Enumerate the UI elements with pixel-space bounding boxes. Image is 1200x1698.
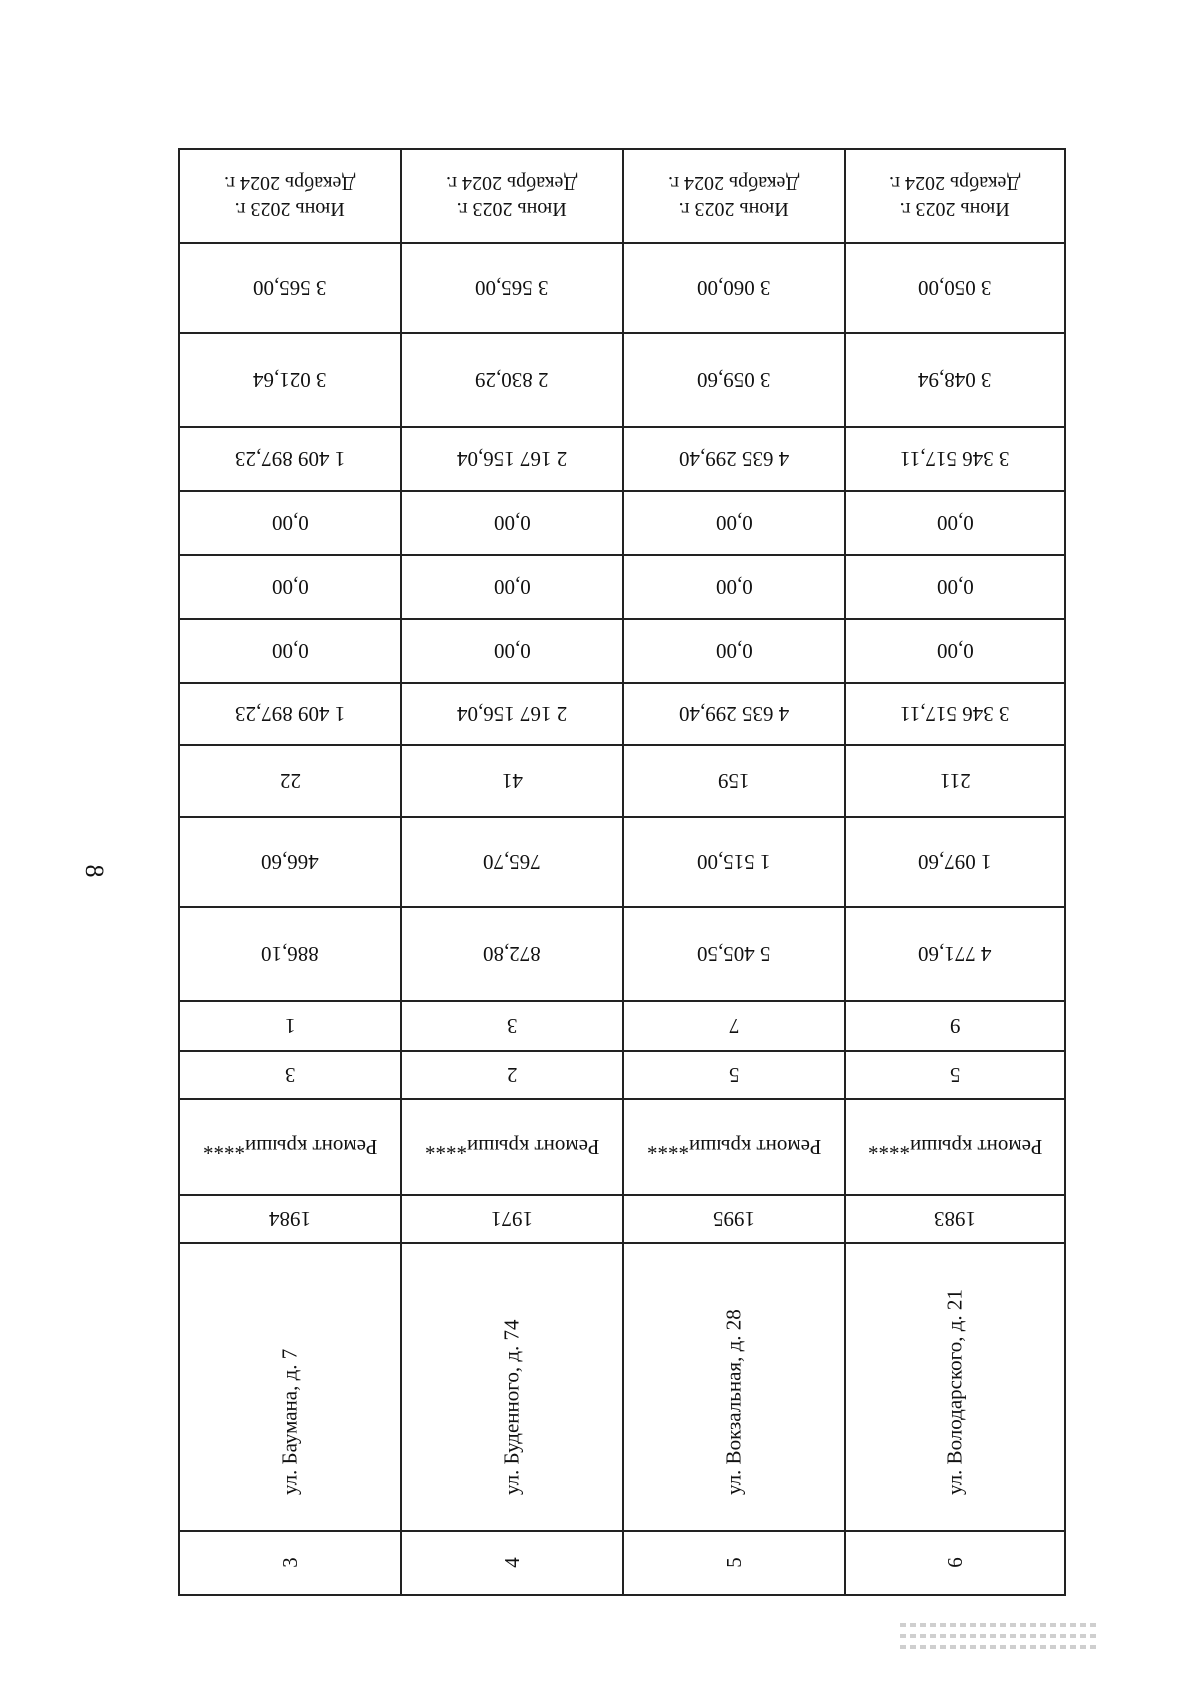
cell-c5 [624, 1052, 844, 1100]
value-year: 1983 [934, 1207, 976, 1231]
address-text: ул. Буденного, д. 74 [499, 1319, 524, 1495]
cell-year [180, 1196, 400, 1244]
cell-cost [180, 684, 400, 746]
cell-cost [402, 684, 622, 746]
cell-area2 [624, 818, 844, 908]
value-cost: 2 167 156,04 [456, 702, 568, 726]
value-residents: 159 [718, 769, 750, 793]
row-number: 6 [942, 1556, 967, 1568]
address-text: ул. Вокзальная, д. 28 [721, 1309, 746, 1495]
cell-c5 [846, 1052, 1064, 1100]
cell-c6 [180, 1002, 400, 1052]
cell-z2 [402, 556, 622, 620]
cell-num [624, 1532, 844, 1592]
value-z3: 0,00 [271, 639, 309, 663]
cell-num [180, 1532, 400, 1592]
value-total: 4 635 299,40 [678, 447, 790, 471]
value-area1: 886,10 [261, 942, 319, 966]
cell-total [180, 428, 400, 492]
value-work: Ремонт крыши**** [867, 1135, 1043, 1159]
value-cost: 1 409 897,23 [234, 702, 346, 726]
cell-area1 [624, 908, 844, 1002]
value-unit_cost: 3 021,64 [253, 368, 327, 392]
row-number: 5 [721, 1556, 746, 1568]
row-number: 4 [499, 1556, 524, 1568]
cell-unit_cost [846, 334, 1064, 428]
cell-period [624, 150, 844, 244]
cell-residents [180, 746, 400, 818]
value-area2: 466,60 [261, 850, 319, 874]
value-total: 2 167 156,04 [456, 447, 568, 471]
period-end: Декабрь 2024 г. [889, 172, 1021, 194]
value-total: 3 346 517,11 [900, 447, 1010, 471]
cell-z3 [846, 620, 1064, 684]
cell-num [402, 1532, 622, 1592]
cell-c5 [402, 1052, 622, 1100]
table-row [402, 150, 624, 1594]
repair-table [178, 148, 1066, 1596]
cell-address [180, 1244, 400, 1532]
value-c6: 9 [949, 1014, 961, 1038]
cell-year [402, 1196, 622, 1244]
cell-work [624, 1100, 844, 1196]
value-z3: 0,00 [715, 639, 753, 663]
value-area2: 1 515,00 [697, 850, 771, 874]
cell-year [624, 1196, 844, 1244]
value-year: 1984 [269, 1207, 311, 1231]
cell-c6 [624, 1002, 844, 1052]
address-text: ул. Баумана, д. 7 [277, 1348, 302, 1495]
value-z2: 0,00 [271, 575, 309, 599]
cell-area1 [846, 908, 1064, 1002]
value-unit_cost: 3 048,94 [918, 368, 992, 392]
period-start: Июнь 2023 г. [678, 198, 790, 220]
cell-total [402, 428, 622, 492]
cell-c6 [846, 1002, 1064, 1052]
cell-total [624, 428, 844, 492]
cell-area2 [846, 818, 1064, 908]
cell-unit_cost [624, 334, 844, 428]
cell-area1 [402, 908, 622, 1002]
value-limit: 3 060,00 [697, 276, 771, 300]
cell-z1 [180, 492, 400, 556]
value-work: Ремонт крыши**** [424, 1135, 600, 1159]
value-z2: 0,00 [715, 575, 753, 599]
cell-total [846, 428, 1064, 492]
value-c6: 7 [728, 1014, 740, 1038]
cell-z3 [402, 620, 622, 684]
cell-z1 [624, 492, 844, 556]
value-z1: 0,00 [271, 511, 309, 535]
value-area2: 1 097,60 [918, 850, 992, 874]
period-end: Декабрь 2024 г. [446, 172, 578, 194]
period-start: Июнь 2023 г. [899, 198, 1011, 220]
value-year: 1971 [491, 1207, 533, 1231]
cell-limit [846, 244, 1064, 334]
value-c6: 3 [506, 1014, 518, 1038]
value-c5: 5 [728, 1063, 740, 1087]
value-z3: 0,00 [493, 639, 531, 663]
cell-c5 [180, 1052, 400, 1100]
document-stamp [900, 1616, 1098, 1668]
cell-unit_cost [402, 334, 622, 428]
cell-area2 [402, 818, 622, 908]
value-z1: 0,00 [493, 511, 531, 535]
value-area1: 4 771,60 [918, 942, 992, 966]
table-row [180, 150, 402, 1594]
cell-z2 [180, 556, 400, 620]
value-z2: 0,00 [493, 575, 531, 599]
cell-c6 [402, 1002, 622, 1052]
value-c5: 2 [506, 1063, 518, 1087]
cell-work [180, 1100, 400, 1196]
cell-z2 [846, 556, 1064, 620]
cell-period [180, 150, 400, 244]
value-area1: 872,80 [483, 942, 541, 966]
value-z1: 0,00 [936, 511, 974, 535]
cell-limit [402, 244, 622, 334]
cell-z3 [624, 620, 844, 684]
period-start: Июнь 2023 г. [234, 198, 346, 220]
cell-address [846, 1244, 1064, 1532]
address-text: ул. Володарского, д. 21 [942, 1289, 967, 1495]
cell-z1 [846, 492, 1064, 556]
value-residents: 41 [501, 769, 523, 793]
value-c5: 5 [949, 1063, 961, 1087]
value-total: 1 409 897,23 [234, 447, 346, 471]
value-limit: 3 565,00 [475, 276, 549, 300]
cell-limit [624, 244, 844, 334]
row-number: 3 [277, 1556, 302, 1568]
value-area2: 765,70 [483, 850, 541, 874]
value-work: Ремонт крыши**** [202, 1135, 378, 1159]
value-residents: 22 [279, 769, 301, 793]
value-unit_cost: 2 830,29 [475, 368, 549, 392]
cell-num [846, 1532, 1064, 1592]
period-end: Декабрь 2024 г. [224, 172, 356, 194]
page-number: 8 [80, 864, 109, 878]
value-z1: 0,00 [715, 511, 753, 535]
cell-address [624, 1244, 844, 1532]
cell-year [846, 1196, 1064, 1244]
value-c5: 3 [284, 1063, 296, 1087]
value-work: Ремонт крыши**** [646, 1135, 822, 1159]
value-cost: 3 346 517,11 [900, 702, 1010, 726]
cell-unit_cost [180, 334, 400, 428]
value-cost: 4 635 299,40 [678, 702, 790, 726]
value-area1: 5 405,50 [697, 942, 771, 966]
cell-address [402, 1244, 622, 1532]
cell-area2 [180, 818, 400, 908]
value-c6: 1 [284, 1014, 296, 1038]
cell-work [846, 1100, 1064, 1196]
value-limit: 3 565,00 [253, 276, 327, 300]
cell-area1 [180, 908, 400, 1002]
cell-work [402, 1100, 622, 1196]
cell-period [846, 150, 1064, 244]
period-end: Декабрь 2024 г. [668, 172, 800, 194]
value-unit_cost: 3 059,60 [697, 368, 771, 392]
value-year: 1995 [713, 1207, 755, 1231]
cell-residents [624, 746, 844, 818]
cell-z2 [624, 556, 844, 620]
cell-residents [402, 746, 622, 818]
cell-z1 [402, 492, 622, 556]
cell-cost [624, 684, 844, 746]
value-z2: 0,00 [936, 575, 974, 599]
cell-residents [846, 746, 1064, 818]
table-row [846, 150, 1064, 1594]
period-start: Июнь 2023 г. [456, 198, 568, 220]
cell-z3 [180, 620, 400, 684]
value-limit: 3 050,00 [918, 276, 992, 300]
cell-limit [180, 244, 400, 334]
cell-cost [846, 684, 1064, 746]
table-row [624, 150, 846, 1594]
cell-period [402, 150, 622, 244]
value-z3: 0,00 [936, 639, 974, 663]
value-residents: 211 [939, 769, 971, 793]
